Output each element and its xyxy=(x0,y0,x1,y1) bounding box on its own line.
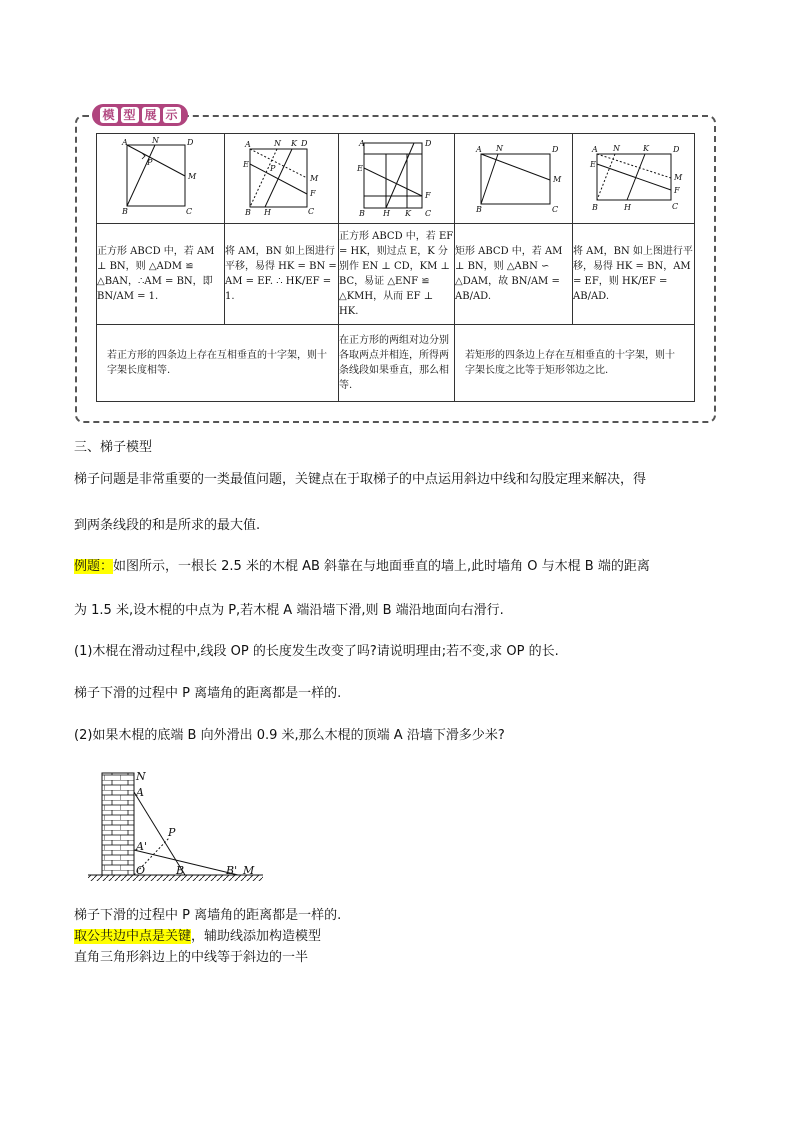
square-translate-figure xyxy=(225,134,339,223)
label-F: F xyxy=(310,189,316,198)
description-cell-3: 正方形 ABCD 中，若 EF = HK，则过点 E，K 分别作 EN ⊥ CD，KM ⊥ BC，易证 △ENF ≌ △KMH，从而 EF ⊥ HK. xyxy=(339,224,455,325)
conclusion-segments: 在正方形的两组对边分别各取两点并相连，所得两条线段如果垂直，那么相等. xyxy=(339,325,455,402)
label-F: F xyxy=(674,186,680,195)
label-C: C xyxy=(308,207,315,216)
intro-line-2: 到两条线段的和是所求的最大值. xyxy=(74,518,261,533)
badge-char: 展 xyxy=(142,107,160,123)
figure-cell-3 xyxy=(339,134,455,224)
label-D: D xyxy=(301,139,308,148)
badge-char: 模 xyxy=(100,107,118,123)
label-K: K xyxy=(291,139,297,148)
label-D: D xyxy=(187,138,194,147)
answer-1: 梯子下滑的过程中 P 离墙角的距离都是一样的. xyxy=(74,686,342,701)
example-line-1 xyxy=(74,555,650,574)
label-B: B xyxy=(122,207,128,216)
note-2-highlight: 取公共边中点是关键 xyxy=(74,929,192,944)
question-2: (2)如果木棍的底端 B 向外滑出 0.9 米,那么木棍的顶端 A 沿墙下滑多少米? xyxy=(74,728,505,743)
label-H: H xyxy=(624,203,631,212)
label-P: P xyxy=(147,158,153,167)
note-1: 梯子下滑的过程中 P 离墙角的距离都是一样的. xyxy=(74,908,342,923)
conclusion-row xyxy=(97,325,695,402)
rectangle-cross-figure xyxy=(455,134,573,223)
label-M: M xyxy=(243,864,255,877)
label-D: D xyxy=(673,145,680,154)
figure-cell-1 xyxy=(97,134,225,224)
label-A: A xyxy=(122,138,128,147)
label-A: A xyxy=(592,145,598,154)
label-A-prime: A' xyxy=(136,840,147,853)
ladder-AB xyxy=(134,792,185,875)
figure-cell-5 xyxy=(573,134,695,224)
square-equal-segments-figure xyxy=(339,134,455,223)
example-text: 如图所示，一根长 2.5 米的木棍 AB 斜靠在与地面垂直的墙上,此时墙角 O 与木棍 B 端的距离 xyxy=(113,559,650,574)
description-cell-1: 正方形 ABCD 中，若 AM ⊥ BN，则 △ADM ≌ △BAN，∴AM = BN，即 BN/AM = 1. xyxy=(97,224,225,325)
label-E: E xyxy=(243,160,249,169)
label-C: C xyxy=(552,205,559,214)
label-N: N xyxy=(613,144,620,153)
figure-cell-2 xyxy=(225,134,339,224)
figure-row xyxy=(97,134,695,224)
label-M: M xyxy=(553,175,562,184)
note-2 xyxy=(74,925,321,944)
section-heading: 三、梯子模型 xyxy=(74,440,153,455)
badge-char: 型 xyxy=(121,107,139,123)
conclusion-rectangle: 若矩形的四条边上存在互相垂直的十字架，则十字架长度之比等于矩形邻边之比. xyxy=(455,325,695,402)
brick-wall xyxy=(102,773,134,875)
description-cell-2: 将 AM，BN 如上图进行平移，易得 HK = BN = AM = EF. ∴ HK/EF = 1. xyxy=(225,224,339,325)
label-D: D xyxy=(425,139,432,148)
label-A: A xyxy=(359,139,365,148)
figure-cell-4 xyxy=(455,134,573,224)
label-N: N xyxy=(136,770,146,783)
label-B-prime: B' xyxy=(226,864,238,877)
label-H: H xyxy=(383,209,390,218)
label-O: O xyxy=(136,864,146,877)
note-2-rest: ，辅助线添加构造模型 xyxy=(191,929,322,944)
question-1: (1)木棍在滑动过程中,线段 OP 的长度发生改变了吗?请说明理由;若不变,求 OP 的长. xyxy=(74,644,559,659)
label-N: N xyxy=(152,136,159,145)
label-K: K xyxy=(643,144,649,153)
label-A: A xyxy=(476,145,482,154)
label-N: N xyxy=(274,139,281,148)
model-showcase-badge xyxy=(92,104,188,126)
label-M: M xyxy=(310,174,319,183)
badge-char: 示 xyxy=(163,107,181,123)
label-B: B xyxy=(592,203,598,212)
label-M: M xyxy=(188,172,197,181)
model-table xyxy=(96,133,695,402)
example-line-2: 为 1.5 米,设木棍的中点为 P,若木棍 A 端沿墙下滑,则 B 端沿地面向右滑行. xyxy=(74,603,504,618)
square-cross-figure xyxy=(97,134,225,223)
label-B: B xyxy=(359,209,365,218)
label-D: D xyxy=(552,145,559,154)
label-M: M xyxy=(674,173,683,182)
label-C: C xyxy=(672,202,679,211)
label-C: C xyxy=(186,207,193,216)
description-cell-5: 将 AM，BN 如上图进行平移，易得 HK = BN，AM = EF，则 HK/EF = AB/AD. xyxy=(573,224,695,325)
description-cell-4: 矩形 ABCD 中，若 AM ⊥ BN，则 △ABN ∽ △DAM，故 BN/AM = AB/AD. xyxy=(455,224,573,325)
rectangle-translate-figure xyxy=(573,134,695,223)
example-label: 例题： xyxy=(74,559,114,574)
ladder-diagram xyxy=(88,770,263,890)
label-A: A xyxy=(136,786,144,799)
label-P: P xyxy=(168,826,176,839)
label-E: E xyxy=(590,160,596,169)
label-C: C xyxy=(425,209,432,218)
description-row xyxy=(97,224,695,325)
label-H: H xyxy=(264,208,271,217)
ladder-A1B1 xyxy=(134,850,238,875)
note-3: 直角三角形斜边上的中线等于斜边的一半 xyxy=(74,950,309,965)
label-K: K xyxy=(405,209,411,218)
label-A: A xyxy=(245,140,251,149)
conclusion-square: 若正方形的四条边上存在互相垂直的十字架，则十字架长度相等. xyxy=(97,325,339,402)
label-P: P xyxy=(270,164,276,173)
label-B: B xyxy=(476,205,482,214)
label-F: F xyxy=(425,191,431,200)
label-B: B xyxy=(245,208,251,217)
label-N: N xyxy=(496,144,503,153)
intro-line-1: 梯子问题是非常重要的一类最值问题，关键点在于取梯子的中点运用斜边中线和勾股定理来解决，得 xyxy=(74,472,647,487)
label-E: E xyxy=(357,164,363,173)
label-B: B xyxy=(176,864,185,877)
